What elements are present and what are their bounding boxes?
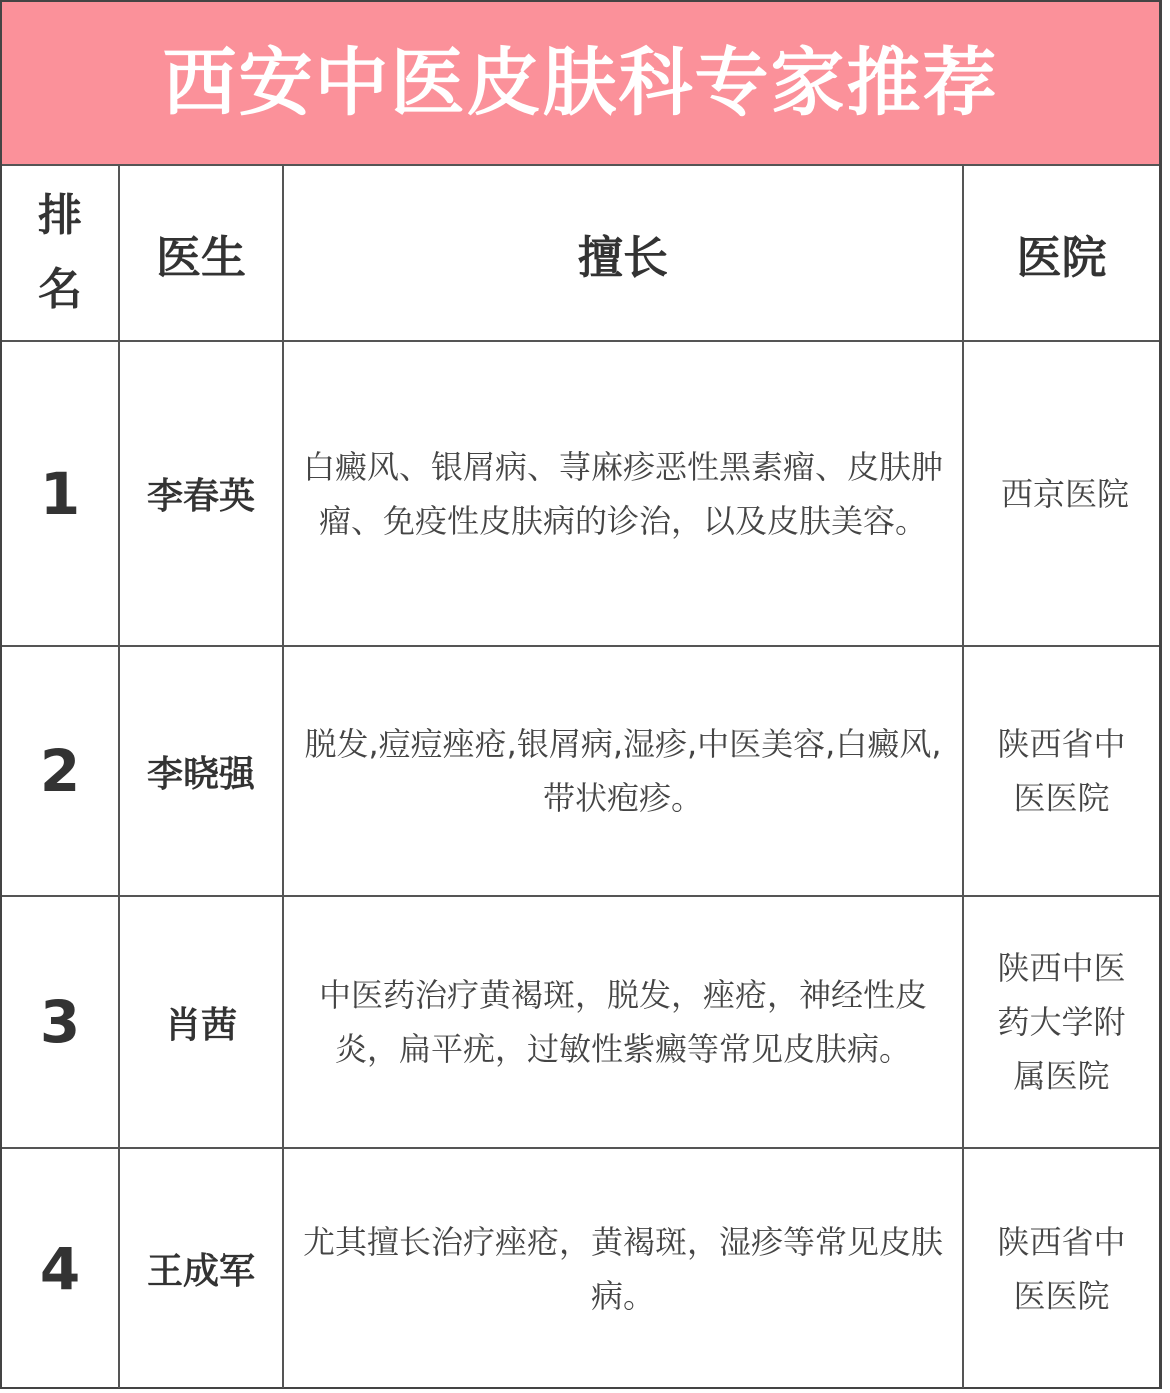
specialty-cell: 脱发,痘痘痤疮,银屑病,湿疹,中医美容,白癜风,带状疱疹。 <box>283 646 963 896</box>
table-row <box>2 341 1159 646</box>
hospital-name: 陕西中医药大学附属医院 <box>997 949 1126 1095</box>
table-header-row <box>2 166 1159 341</box>
header-specialty: 擅长 <box>283 166 963 341</box>
table-row <box>2 646 1159 896</box>
table-row <box>2 1148 1159 1388</box>
specialty-cell: 中医药治疗黄褐斑，脱发，痤疮，神经性皮炎，扁平疣，过敏性紫癜等常见皮肤病。 <box>283 896 963 1148</box>
rank-cell: 1 <box>2 341 119 646</box>
title-banner <box>2 2 1159 166</box>
header-rank-label: 排名 <box>38 190 82 315</box>
rank-cell: 3 <box>2 896 119 1148</box>
specialty-cell: 白癜风、银屑病、荨麻疹恶性黑素瘤、皮肤肿瘤、免疫性皮肤病的诊治，以及皮肤美容。 <box>283 341 963 646</box>
hospital-cell <box>963 896 1159 1148</box>
hospital-cell <box>963 1148 1159 1388</box>
table-row <box>2 896 1159 1148</box>
page-title: 西安中医皮肤科专家推荐 <box>162 40 999 126</box>
specialty-cell: 尤其擅长治疗痤疮，黄褐斑，湿疹等常见皮肤病。 <box>283 1148 963 1388</box>
header-doctor: 医生 <box>119 166 283 341</box>
hospital-name: 陕西省中医医院 <box>997 725 1126 817</box>
doctor-cell: 王成军 <box>119 1148 283 1388</box>
doctor-cell: 李晓强 <box>119 646 283 896</box>
expert-table <box>2 166 1159 1388</box>
hospital-name: 陕西省中医医院 <box>997 1222 1126 1315</box>
hospital-cell <box>963 646 1159 896</box>
header-hospital: 医院 <box>963 166 1159 341</box>
header-rank <box>2 166 119 341</box>
hospital-name: 西京医院 <box>1000 474 1129 513</box>
doctor-cell: 肖茜 <box>119 896 283 1148</box>
rank-cell: 4 <box>2 1148 119 1388</box>
doctor-cell: 李春英 <box>119 341 283 646</box>
rank-cell: 2 <box>2 646 119 896</box>
hospital-cell <box>963 341 1159 646</box>
